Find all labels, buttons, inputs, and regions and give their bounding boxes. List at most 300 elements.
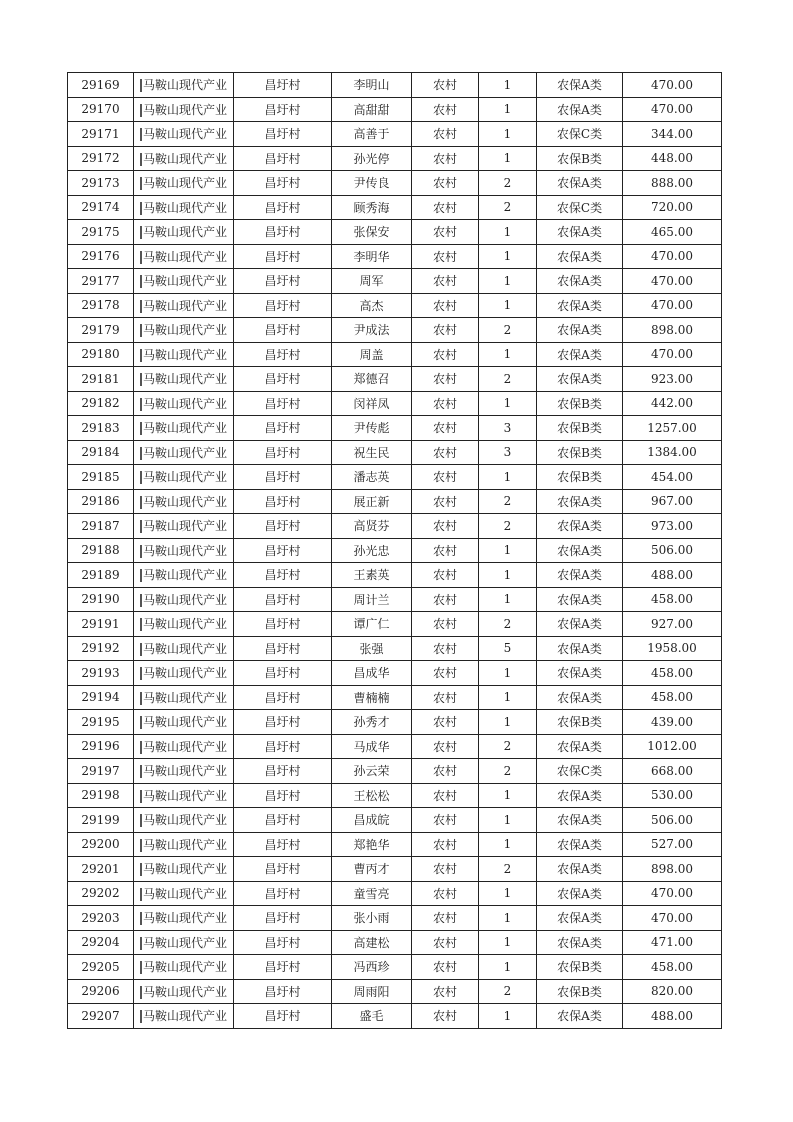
insurance-category-cell: [537, 538, 623, 563]
insurance-category-cell: [537, 1004, 623, 1029]
village-name: 昌圩村: [264, 176, 301, 191]
table-row: [68, 612, 722, 637]
record-id: 29181: [81, 371, 120, 386]
record-id-cell: [68, 808, 134, 833]
amount: 470.00: [651, 273, 693, 288]
household-type: 农村: [432, 862, 457, 877]
household-type-cell: [412, 342, 479, 367]
insurance-category-cell: [537, 293, 623, 318]
record-id-cell: [68, 489, 134, 514]
person-count: 1: [503, 567, 512, 582]
person-count: 2: [503, 175, 512, 190]
table-row: [68, 146, 722, 171]
org-name-cell: [134, 244, 234, 269]
amount: 470.00: [651, 102, 693, 117]
person-name: 李明华: [353, 249, 390, 264]
org-name: 马鞍山现代产业: [142, 519, 227, 534]
person-name: 高善于: [353, 127, 390, 142]
insurance-category: 农保B类: [557, 470, 602, 485]
amount: 820.00: [651, 984, 693, 999]
person-count-cell: [479, 146, 537, 171]
record-id-cell: [68, 244, 134, 269]
record-id-cell: [68, 538, 134, 563]
insurance-category: 农保B类: [557, 960, 602, 975]
insurance-category-cell: [537, 881, 623, 906]
household-type: 农村: [432, 519, 457, 534]
record-id-cell: [68, 930, 134, 955]
household-type-cell: [412, 538, 479, 563]
org-name: 马鞍山现代产业: [142, 470, 227, 485]
clipped-text-edge: [140, 790, 142, 803]
household-type-cell: [412, 661, 479, 686]
amount-cell: [623, 97, 722, 122]
insurance-category: 农保A类: [557, 494, 602, 509]
person-count-cell: [479, 955, 537, 980]
amount: 458.00: [651, 690, 693, 705]
amount-cell: [623, 122, 722, 147]
village-name: 昌圩村: [264, 788, 301, 803]
amount-cell: [623, 881, 722, 906]
table-row: [68, 979, 722, 1004]
person-name-cell: [332, 440, 412, 465]
record-id: 29199: [81, 812, 120, 827]
village-name-cell: [234, 342, 332, 367]
org-name: 马鞍山现代产业: [142, 862, 227, 877]
record-id-cell: [68, 146, 134, 171]
village-name-cell: [234, 293, 332, 318]
person-name-cell: [332, 906, 412, 931]
org-name-cell: [134, 367, 234, 392]
person-name: 高甜甜: [353, 102, 390, 117]
insurance-category: 农保A类: [557, 690, 602, 705]
org-name: 马鞍山现代产业: [142, 421, 227, 436]
record-id-cell: [68, 220, 134, 245]
amount-cell: [623, 906, 722, 931]
amount: 967.00: [651, 494, 693, 509]
org-name-cell: [134, 783, 234, 808]
insurance-category-cell: [537, 612, 623, 637]
org-name: 马鞍山现代产业: [142, 78, 227, 93]
person-count-cell: [479, 832, 537, 857]
village-name: 昌圩村: [264, 739, 301, 754]
village-name-cell: [234, 587, 332, 612]
record-id: 29184: [81, 445, 120, 460]
clipped-text-edge: [140, 226, 142, 239]
record-id-cell: [68, 710, 134, 735]
person-name: 孙秀才: [353, 715, 390, 730]
table-row: [68, 293, 722, 318]
amount-cell: [623, 685, 722, 710]
table-row: [68, 440, 722, 465]
org-name-cell: [134, 612, 234, 637]
table-row: [68, 489, 722, 514]
insurance-category-cell: [537, 465, 623, 490]
amount: 898.00: [651, 322, 693, 337]
village-name-cell: [234, 220, 332, 245]
org-name: 马鞍山现代产业: [142, 396, 227, 411]
amount: 973.00: [651, 518, 693, 533]
village-name: 昌圩村: [264, 274, 301, 289]
person-name-cell: [332, 979, 412, 1004]
village-name-cell: [234, 244, 332, 269]
record-id-cell: [68, 832, 134, 857]
record-id-cell: [68, 857, 134, 882]
clipped-text-edge: [140, 594, 142, 607]
org-name-cell: [134, 955, 234, 980]
person-name: 谭广仁: [353, 617, 390, 632]
amount: 344.00: [651, 126, 693, 141]
person-name-cell: [332, 587, 412, 612]
person-name: 孙光忠: [353, 543, 390, 558]
record-id: 29172: [81, 151, 120, 166]
insurance-category-cell: [537, 783, 623, 808]
person-count: 1: [503, 714, 512, 729]
clipped-text-edge: [140, 422, 142, 435]
person-count: 1: [503, 224, 512, 239]
clipped-text-edge: [140, 496, 142, 509]
person-name-cell: [332, 955, 412, 980]
record-id-cell: [68, 636, 134, 661]
person-name: 高贤芬: [353, 519, 390, 534]
insurance-category-cell: [537, 97, 623, 122]
record-id-cell: [68, 906, 134, 931]
clipped-text-edge: [140, 251, 142, 264]
person-name-cell: [332, 710, 412, 735]
insurance-category-cell: [537, 563, 623, 588]
amount: 471.00: [651, 935, 693, 950]
record-id: 29194: [81, 690, 120, 705]
org-name: 马鞍山现代产业: [142, 960, 227, 975]
village-name-cell: [234, 146, 332, 171]
person-name: 高杰: [359, 298, 384, 313]
insurance-category-cell: [537, 734, 623, 759]
amount: 454.00: [651, 469, 693, 484]
person-name: 张小雨: [353, 911, 390, 926]
amount: 1384.00: [647, 445, 697, 460]
insurance-category: 农保A类: [557, 641, 602, 656]
org-name-cell: [134, 661, 234, 686]
record-id: 29179: [81, 322, 120, 337]
village-name-cell: [234, 514, 332, 539]
amount: 898.00: [651, 861, 693, 876]
insurance-category-cell: [537, 955, 623, 980]
amount: 470.00: [651, 249, 693, 264]
clipped-text-edge: [140, 569, 142, 582]
org-name-cell: [134, 979, 234, 1004]
amount-cell: [623, 612, 722, 637]
amount: 470.00: [651, 298, 693, 313]
table-row: [68, 97, 722, 122]
household-type: 农村: [432, 960, 457, 975]
village-name-cell: [234, 930, 332, 955]
household-type-cell: [412, 734, 479, 759]
household-type-cell: [412, 955, 479, 980]
person-name: 尹传良: [353, 176, 390, 191]
person-name: 闵祥凤: [353, 396, 390, 411]
amount-cell: [623, 857, 722, 882]
village-name: 昌圩村: [264, 592, 301, 607]
village-name: 昌圩村: [264, 911, 301, 926]
org-name: 马鞍山现代产业: [142, 690, 227, 705]
org-name-cell: [134, 293, 234, 318]
record-id-cell: [68, 171, 134, 196]
table-row: [68, 195, 722, 220]
person-count: 2: [503, 861, 512, 876]
insurance-category-cell: [537, 759, 623, 784]
village-name: 昌圩村: [264, 298, 301, 313]
household-type: 农村: [432, 274, 457, 289]
household-type: 农村: [432, 984, 457, 999]
org-name: 马鞍山现代产业: [142, 494, 227, 509]
insurance-category-cell: [537, 73, 623, 98]
person-count: 3: [503, 445, 512, 460]
household-type-cell: [412, 367, 479, 392]
person-name-cell: [332, 734, 412, 759]
clipped-text-edge: [140, 202, 142, 215]
amount-cell: [623, 489, 722, 514]
household-type: 农村: [432, 445, 457, 460]
person-count: 2: [503, 518, 512, 533]
record-id-cell: [68, 269, 134, 294]
household-type: 农村: [432, 176, 457, 191]
record-id: 29175: [81, 224, 120, 239]
insurance-category: 农保A类: [557, 788, 602, 803]
person-name: 周军: [359, 274, 384, 289]
clipped-text-edge: [140, 863, 142, 876]
org-name: 马鞍山现代产业: [142, 274, 227, 289]
record-id: 29207: [81, 1008, 120, 1023]
insurance-category: 农保B类: [557, 396, 602, 411]
village-name: 昌圩村: [264, 151, 301, 166]
household-type-cell: [412, 759, 479, 784]
person-name-cell: [332, 514, 412, 539]
insurance-category-cell: [537, 661, 623, 686]
household-type: 农村: [432, 543, 457, 558]
org-name-cell: [134, 318, 234, 343]
record-id-cell: [68, 73, 134, 98]
amount-cell: [623, 293, 722, 318]
person-count: 2: [503, 322, 512, 337]
village-name: 昌圩村: [264, 764, 301, 779]
clipped-text-edge: [140, 618, 142, 631]
person-name-cell: [332, 342, 412, 367]
household-type: 农村: [432, 200, 457, 215]
record-id: 29198: [81, 788, 120, 803]
insurance-category-cell: [537, 710, 623, 735]
village-name: 昌圩村: [264, 666, 301, 681]
org-name: 马鞍山现代产业: [142, 813, 227, 828]
table-row: [68, 220, 722, 245]
person-count: 1: [503, 959, 512, 974]
household-type-cell: [412, 122, 479, 147]
village-name: 昌圩村: [264, 568, 301, 583]
household-type-cell: [412, 906, 479, 931]
table-row: [68, 661, 722, 686]
household-type-cell: [412, 1004, 479, 1029]
clipped-text-edge: [140, 1010, 142, 1023]
person-count-cell: [479, 906, 537, 931]
person-name: 李明山: [353, 78, 390, 93]
person-name-cell: [332, 244, 412, 269]
person-count: 1: [503, 298, 512, 313]
record-id-cell: [68, 465, 134, 490]
person-name-cell: [332, 220, 412, 245]
household-type-cell: [412, 636, 479, 661]
record-id: 29200: [81, 837, 120, 852]
table-row: [68, 685, 722, 710]
org-name-cell: [134, 73, 234, 98]
household-type: 农村: [432, 396, 457, 411]
person-count: 2: [503, 763, 512, 778]
person-name: 顾秀海: [353, 200, 390, 215]
table-row: [68, 734, 722, 759]
org-name-cell: [134, 220, 234, 245]
clipped-text-edge: [140, 545, 142, 558]
clipped-text-edge: [140, 275, 142, 288]
person-count: 1: [503, 126, 512, 141]
household-type-cell: [412, 979, 479, 1004]
org-name-cell: [134, 636, 234, 661]
village-name: 昌圩村: [264, 1009, 301, 1024]
village-name: 昌圩村: [264, 225, 301, 240]
insurance-category: 农保B类: [557, 445, 602, 460]
village-name-cell: [234, 685, 332, 710]
org-name: 马鞍山现代产业: [142, 176, 227, 191]
person-name: 郑德召: [353, 372, 390, 387]
clipped-text-edge: [140, 643, 142, 656]
village-name: 昌圩村: [264, 862, 301, 877]
org-name-cell: [134, 269, 234, 294]
clipped-text-edge: [140, 128, 142, 141]
person-count: 1: [503, 347, 512, 362]
person-name-cell: [332, 808, 412, 833]
person-count-cell: [479, 465, 537, 490]
household-type-cell: [412, 97, 479, 122]
amount-cell: [623, 563, 722, 588]
person-count-cell: [479, 587, 537, 612]
person-name-cell: [332, 759, 412, 784]
person-name-cell: [332, 636, 412, 661]
table-row: [68, 73, 722, 98]
clipped-text-edge: [140, 153, 142, 166]
person-name-cell: [332, 563, 412, 588]
person-count: 1: [503, 273, 512, 288]
table-row: [68, 759, 722, 784]
village-name-cell: [234, 489, 332, 514]
person-name-cell: [332, 122, 412, 147]
village-name: 昌圩村: [264, 519, 301, 534]
household-type-cell: [412, 293, 479, 318]
person-count-cell: [479, 930, 537, 955]
household-type-cell: [412, 318, 479, 343]
record-id-cell: [68, 661, 134, 686]
insurance-category-cell: [537, 122, 623, 147]
insurance-category: 农保A类: [557, 911, 602, 926]
table-row: [68, 710, 722, 735]
village-name-cell: [234, 979, 332, 1004]
person-count-cell: [479, 440, 537, 465]
amount-cell: [623, 73, 722, 98]
insurance-category: 农保A类: [557, 862, 602, 877]
insurance-category: 农保A类: [557, 568, 602, 583]
household-type: 农村: [432, 813, 457, 828]
org-name-cell: [134, 171, 234, 196]
person-name-cell: [332, 293, 412, 318]
record-id-cell: [68, 514, 134, 539]
org-name: 马鞍山现代产业: [142, 127, 227, 142]
person-name: 张强: [359, 641, 384, 656]
person-count-cell: [479, 514, 537, 539]
clipped-text-edge: [140, 520, 142, 533]
insurance-category: 农保A类: [557, 543, 602, 558]
household-type: 农村: [432, 298, 457, 313]
village-name: 昌圩村: [264, 984, 301, 999]
person-name: 周计兰: [353, 592, 390, 607]
village-name-cell: [234, 440, 332, 465]
amount: 888.00: [651, 175, 693, 190]
org-name-cell: [134, 416, 234, 441]
household-type-cell: [412, 391, 479, 416]
person-name: 展正新: [353, 494, 390, 509]
person-count-cell: [479, 857, 537, 882]
village-name-cell: [234, 881, 332, 906]
clipped-text-edge: [140, 839, 142, 852]
person-count: 2: [503, 494, 512, 509]
insurance-category-cell: [537, 367, 623, 392]
village-name-cell: [234, 563, 332, 588]
record-id: 29174: [81, 200, 120, 215]
household-type: 农村: [432, 127, 457, 142]
org-name: 马鞍山现代产业: [142, 788, 227, 803]
table-row: [68, 857, 722, 882]
person-name: 孙光停: [353, 151, 390, 166]
table-row: [68, 881, 722, 906]
amount-cell: [623, 244, 722, 269]
household-type: 农村: [432, 1009, 457, 1024]
org-name: 马鞍山现代产业: [142, 617, 227, 632]
insurance-category: 农保A类: [557, 372, 602, 387]
amount-cell: [623, 514, 722, 539]
village-name: 昌圩村: [264, 249, 301, 264]
household-type-cell: [412, 171, 479, 196]
insurance-category-cell: [537, 857, 623, 882]
clipped-text-edge: [140, 471, 142, 484]
insurance-category-cell: [537, 489, 623, 514]
person-count-cell: [479, 881, 537, 906]
table-row: [68, 416, 722, 441]
record-id: 29177: [81, 273, 120, 288]
insurance-category: 农保A类: [557, 102, 602, 117]
village-name: 昌圩村: [264, 617, 301, 632]
org-name: 马鞍山现代产业: [142, 249, 227, 264]
org-name: 马鞍山现代产业: [142, 886, 227, 901]
record-id: 29197: [81, 763, 120, 778]
household-type-cell: [412, 685, 479, 710]
village-name-cell: [234, 538, 332, 563]
insurance-category: 农保B类: [557, 715, 602, 730]
table-row: [68, 538, 722, 563]
record-id-cell: [68, 685, 134, 710]
org-name-cell: [134, 906, 234, 931]
amount-cell: [623, 808, 722, 833]
village-name: 昌圩村: [264, 935, 301, 950]
amount: 668.00: [651, 763, 693, 778]
record-id-cell: [68, 759, 134, 784]
person-name: 尹传彪: [353, 421, 390, 436]
person-count-cell: [479, 783, 537, 808]
table-row: [68, 514, 722, 539]
village-name: 昌圩村: [264, 396, 301, 411]
